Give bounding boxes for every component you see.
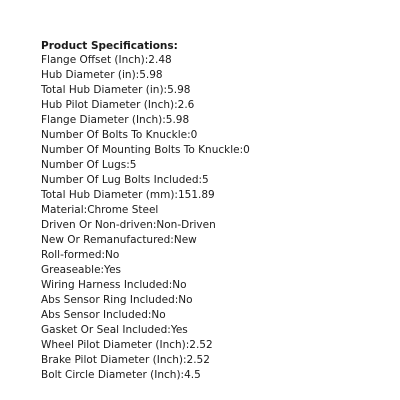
spec-mounting-bolts-to-knuckle: Number Of Mounting Bolts To Knuckle:0 [41, 144, 250, 156]
spec-number-of-lugs: Number Of Lugs:5 [41, 159, 137, 171]
spec-abs-sensor: Abs Sensor Included:No [41, 309, 166, 321]
spec-gasket-or-seal: Gasket Or Seal Included:Yes [41, 324, 188, 336]
spec-wheel-pilot-diameter: Wheel Pilot Diameter (Inch):2.52 [41, 339, 213, 351]
spec-flange-offset: Flange Offset (Inch):2.48 [41, 54, 172, 66]
spec-hub-diameter: Hub Diameter (in):5.98 [41, 69, 163, 81]
spec-total-hub-diameter-mm: Total Hub Diameter (mm):151.89 [41, 189, 215, 201]
spec-brake-pilot-diameter: Brake Pilot Diameter (Inch):2.52 [41, 354, 210, 366]
spec-greaseable: Greaseable:Yes [41, 264, 122, 276]
spec-bolt-circle-diameter: Bolt Circle Diameter (Inch):4.5 [41, 369, 201, 381]
specifications-list [41, 53, 381, 383]
spec-wiring-harness: Wiring Harness Included:No [41, 279, 187, 291]
spec-roll-formed: Roll-formed:No [41, 249, 120, 261]
spec-hub-pilot-diameter: Hub Pilot Diameter (Inch):2.6 [41, 99, 195, 111]
spec-material: Material:Chrome Steel [41, 204, 159, 216]
spec-driven: Driven Or Non-driven:Non-Driven [41, 219, 216, 231]
spec-total-hub-diameter-in: Total Hub Diameter (in):5.98 [41, 84, 191, 96]
spec-bolts-to-knuckle: Number Of Bolts To Knuckle:0 [41, 129, 198, 141]
product-specifications [41, 39, 381, 383]
spec-abs-sensor-ring: Abs Sensor Ring Included:No [41, 294, 193, 306]
spec-new-or-remanufactured: New Or Remanufactured:New [41, 234, 197, 246]
spec-lug-bolts-included: Number Of Lug Bolts Included:5 [41, 174, 209, 186]
specifications-heading: Product Specifications: [41, 40, 178, 52]
spec-flange-diameter: Flange Diameter (Inch):5.98 [41, 114, 190, 126]
